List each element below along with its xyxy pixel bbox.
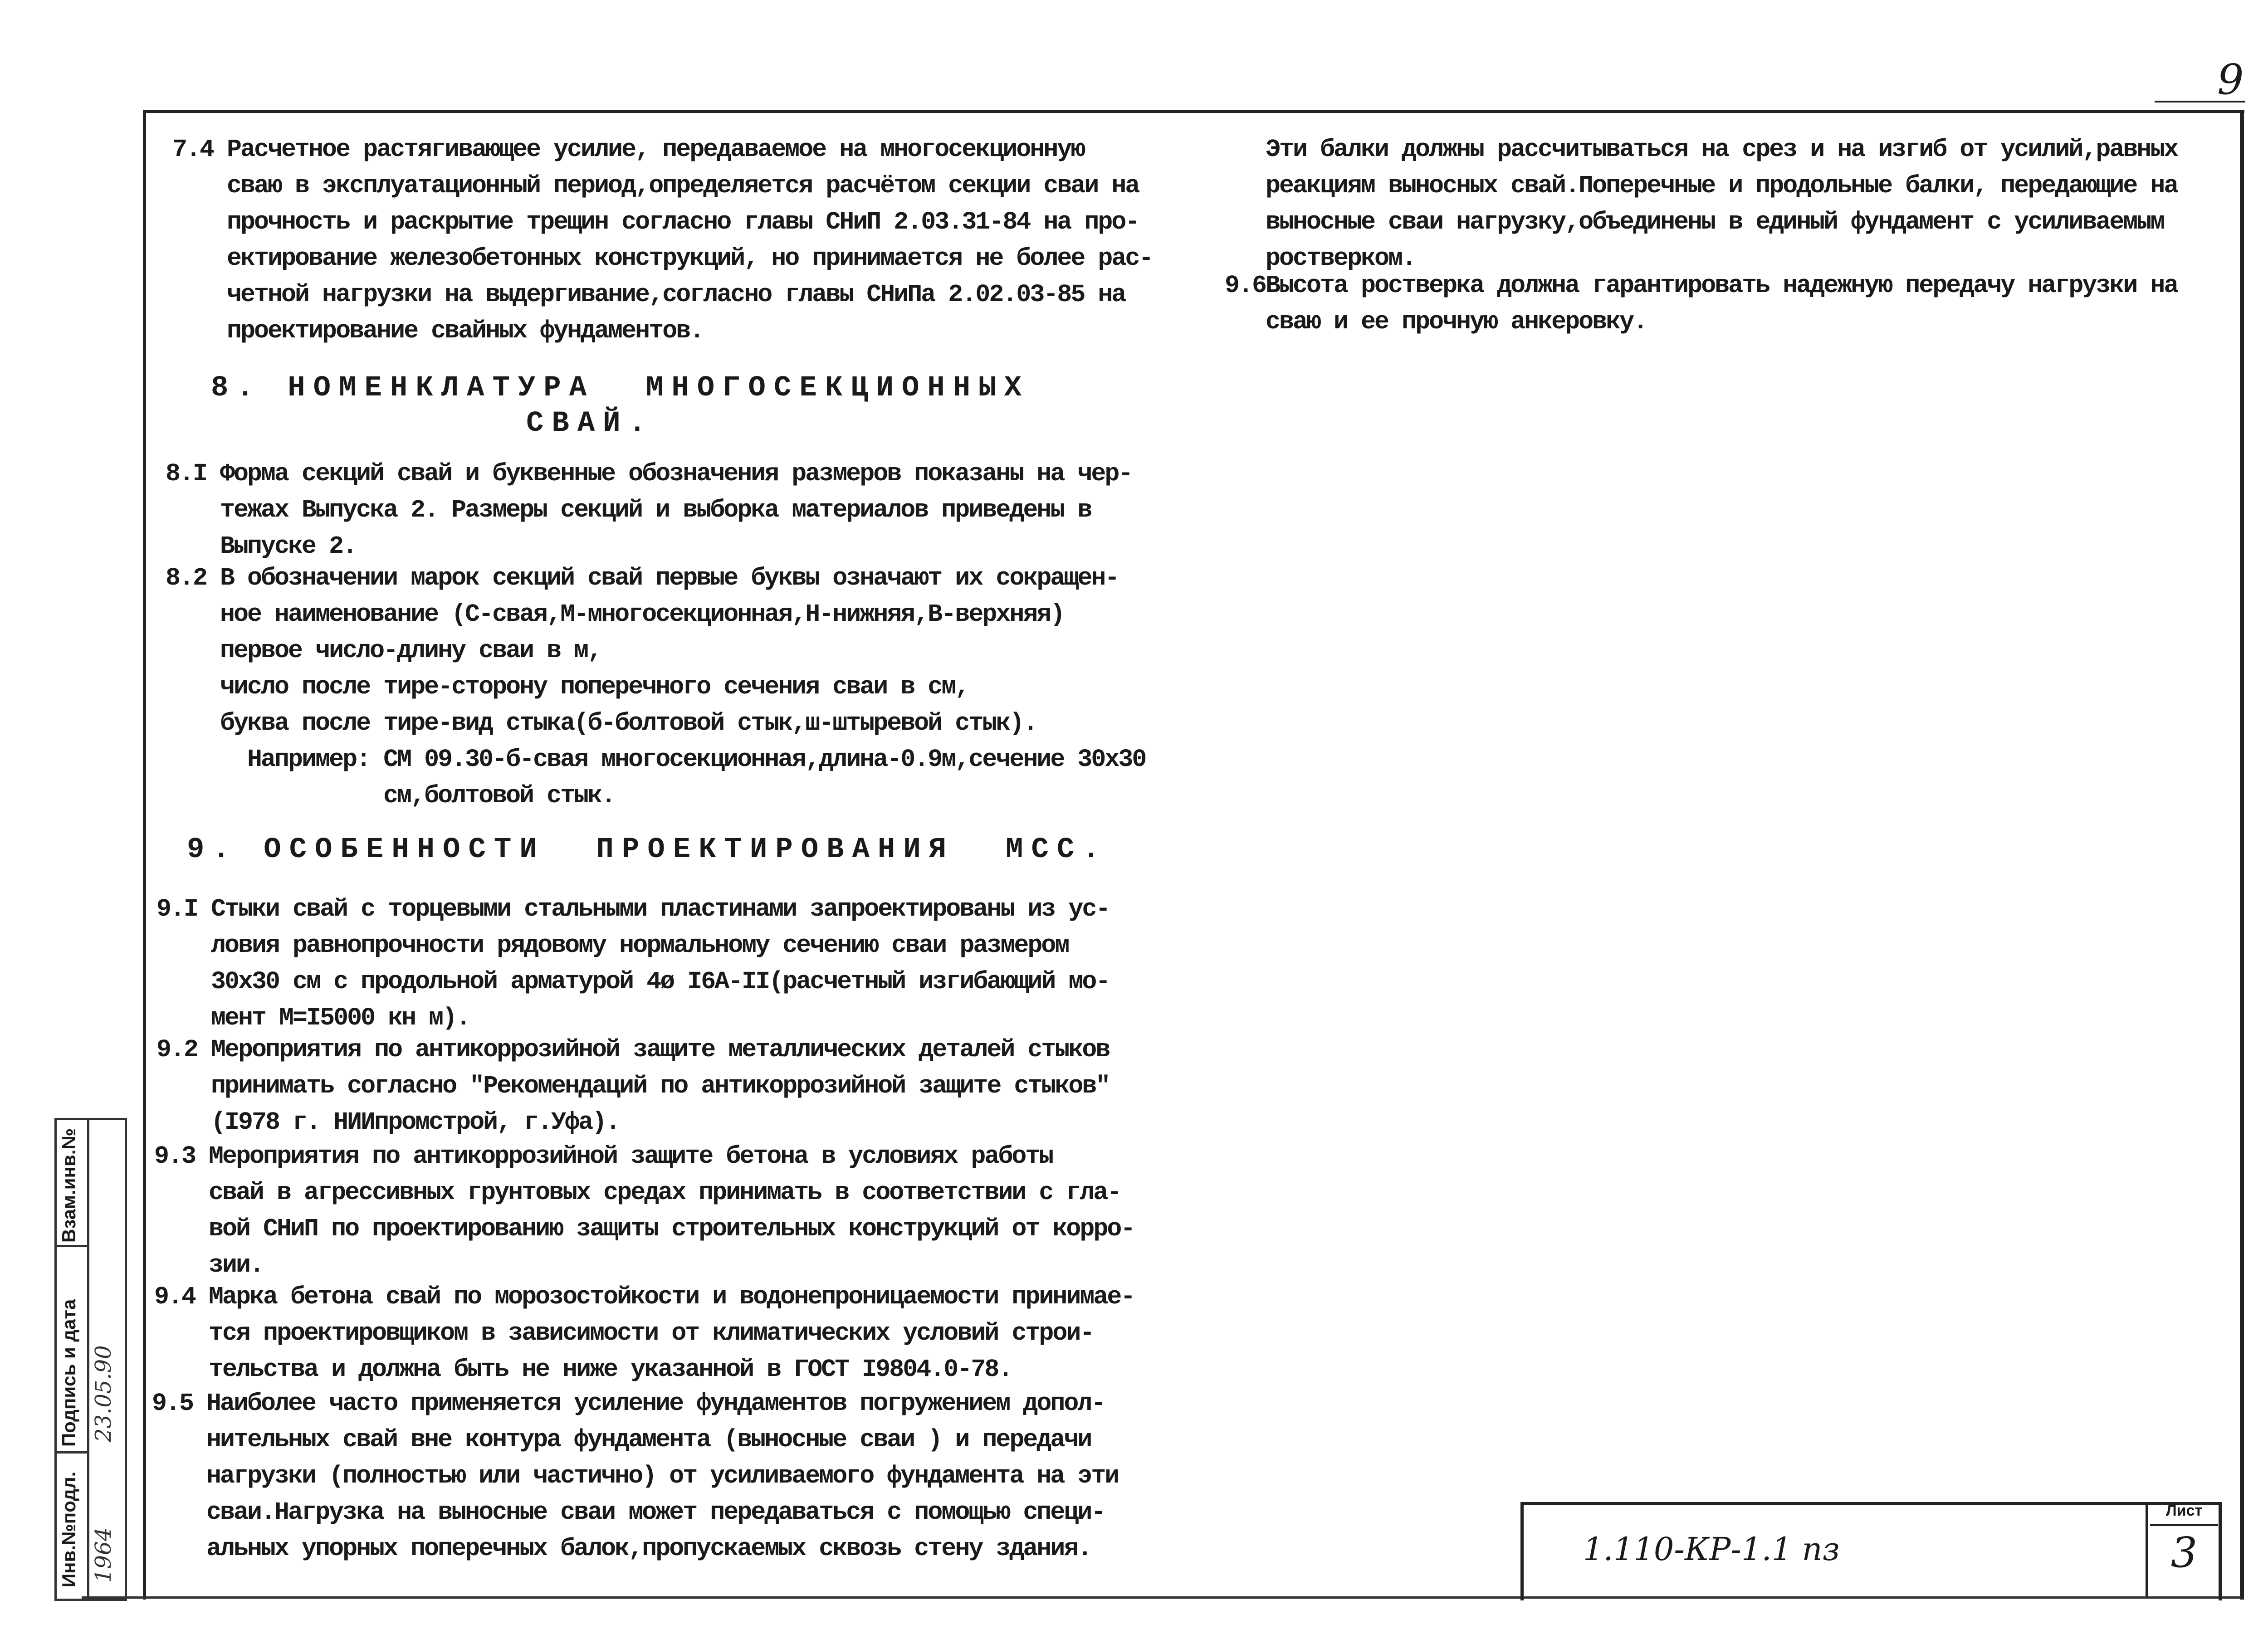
text-line: сваи.Нагрузка на выносные сваи может передаваться с помощью специ- bbox=[152, 1498, 1105, 1527]
side-stamp-row-divider bbox=[54, 1451, 88, 1454]
text-line: выносные сваи нагрузку,объединены в единый фундамент с усиливаемым bbox=[1225, 208, 2164, 236]
text-line: Выпуске 2. bbox=[166, 532, 357, 561]
text-line: тежах Выпуска 2. Размеры секций и выборка материалов приведены в bbox=[166, 496, 1091, 524]
text-line: число после тире-сторону поперечного сечения сваи в см, bbox=[166, 673, 969, 701]
paragraph-7-4 bbox=[172, 132, 1152, 349]
frame-left-border bbox=[143, 110, 146, 1600]
paragraph-9-3 bbox=[154, 1138, 1134, 1283]
side-stamp-row-divider bbox=[54, 1245, 88, 1247]
text-line: 9.I Стыки свай с торцевыми стальными пластинами запроектированы из ус- bbox=[156, 895, 1110, 923]
paragraph-9-5-continued bbox=[1225, 132, 2177, 277]
paragraph-9-6 bbox=[1225, 268, 2177, 340]
text-line: 9.2 Мероприятия по антикоррозийной защите металлических деталей стыков bbox=[156, 1035, 1110, 1064]
text-line: см,болтовой стык. bbox=[166, 781, 615, 810]
text-line: Например: СМ 09.30-б-свая многосекционная,длина-0.9м,сечение 30х30 bbox=[166, 745, 1146, 774]
text-line: мент М=I5000 кн м). bbox=[156, 1004, 470, 1032]
sheet-label: Лист bbox=[2150, 1502, 2218, 1526]
text-line: нагрузки (полностью или частично) от усиливаемого фундамента на эти bbox=[152, 1462, 1119, 1490]
text-line: альных упорных поперечных балок,пропускаемых сквозь стену здания. bbox=[152, 1534, 1091, 1563]
text-line: ное наименование (С-свая,М-многосекционная,Н-нижняя,В-верхняя) bbox=[166, 600, 1064, 629]
text-line: тся проектировщиком в зависимости от климатических условий строи- bbox=[154, 1319, 1094, 1347]
text-line: принимать согласно "Рекомендаций по антикоррозийной защите стыков" bbox=[156, 1072, 1110, 1100]
sheet-value: 3 bbox=[2170, 1528, 2198, 1577]
text-line: 8.2 В обозначении марок секций свай первые буквы означают их сокращен- bbox=[166, 564, 1119, 592]
frame-right-border bbox=[2240, 110, 2244, 1600]
text-line: сваю и ее прочную анкеровку. bbox=[1225, 307, 1647, 336]
section-9-title: 9. ОСОБЕННОСТИ ПРОЕКТИРОВАНИЯ МСС. bbox=[187, 834, 1108, 866]
text-line: буква после тире-вид стыка(б-болтовой стык,ш-штыревой стык). bbox=[166, 709, 1037, 737]
stamp-label-vzam: Взам.инв.№ bbox=[58, 1128, 79, 1243]
text-line: тельства и должна быть не ниже указанной в ГОСТ I9804.0-78. bbox=[154, 1355, 1012, 1384]
stamp-label-sign: Подпись и дата bbox=[58, 1299, 79, 1447]
text-line: 9.6Высота ростверка должна гарантировать надежную передачу нагрузки на bbox=[1225, 271, 2178, 300]
paragraph-9-5 bbox=[152, 1385, 1118, 1567]
text-line: нительных свай вне контура фундамента (выносные сваи ) и передачи bbox=[152, 1425, 1091, 1454]
paragraph-9-4 bbox=[154, 1279, 1134, 1388]
text-line: ростверком. bbox=[1225, 244, 1416, 273]
text-line: 9.4 Марка бетона свай по морозостойкости и водонепроницаемости принимае- bbox=[154, 1283, 1134, 1311]
section-8-title-line1: 8. НОМЕНКЛАТУРА МНОГОСЕКЦИОННЫХ bbox=[211, 372, 1030, 405]
paragraph-8-2 bbox=[166, 560, 1145, 814]
text-line: зии. bbox=[154, 1251, 264, 1279]
section-8-title-line2: СВАЙ. bbox=[526, 407, 655, 440]
text-line: 9.5 Наиболее часто применяется усиление фундаментов погружением допол- bbox=[152, 1389, 1105, 1418]
document-code: 1.110-КР-1.1 пз bbox=[1583, 1531, 1840, 1568]
text-line: вой СНиП по проектированию защиты строительных конструкций от корро- bbox=[154, 1215, 1134, 1243]
paragraph-9-1 bbox=[156, 891, 1109, 1036]
text-line: реакциям выносных свай.Поперечные и продольные балки, передающие на bbox=[1225, 171, 2178, 200]
text-line: Эти балки должны рассчитываться на срез и на изгиб от усилий,равных bbox=[1225, 135, 2178, 164]
text-line: 7.4 Расчетное растягивающее усилие, передаваемое на многосекционную bbox=[172, 135, 1085, 164]
text-line: первое число-длину сваи в м, bbox=[166, 636, 601, 665]
side-stamp-divider bbox=[87, 1118, 89, 1596]
frame-top-border bbox=[143, 110, 2244, 113]
paragraph-8-1 bbox=[166, 456, 1132, 565]
text-line: прочность и раскрытие трещин согласно главы СНиП 2.03.31-84 на про- bbox=[172, 208, 1139, 236]
stamp-sign-date: 23.05.90 bbox=[91, 1345, 116, 1442]
stamp-inv-number: 1964 bbox=[91, 1527, 116, 1583]
text-line: свай в агрессивных грунтовых средах принимать в соответствии с гла- bbox=[154, 1178, 1121, 1207]
text-line: четной нагрузки на выдергивание,согласно главы СНиПа 2.02.03-85 на bbox=[172, 280, 1125, 309]
text-line: ловия равнопрочности рядовому нормальному сечению сваи размером bbox=[156, 931, 1069, 960]
text-line: ектирование железобетонных конструкций, но принимается не более рас- bbox=[172, 244, 1153, 273]
text-line: сваю в эксплуатационный период,определяется расчётом секции сваи на bbox=[172, 171, 1139, 200]
text-line: 30х30 см с продольной арматурой 4ø I6А-II(расчетный изгибающий мо- bbox=[156, 967, 1110, 996]
text-line: (I978 г. НИИпромстрой, г.Уфа). bbox=[156, 1108, 620, 1137]
paragraph-9-2 bbox=[156, 1032, 1109, 1141]
text-line: 8.I Форма секций свай и буквенные обозначения размеров показаны на чер- bbox=[166, 459, 1132, 488]
page-number: 9 bbox=[2217, 55, 2244, 104]
stamp-label-inv: Инв.№подл. bbox=[58, 1471, 79, 1587]
text-line: 9.3 Мероприятия по антикоррозийной защите бетона в условиях работы bbox=[154, 1142, 1053, 1171]
text-line: проектирование свайных фундаментов. bbox=[172, 317, 704, 345]
